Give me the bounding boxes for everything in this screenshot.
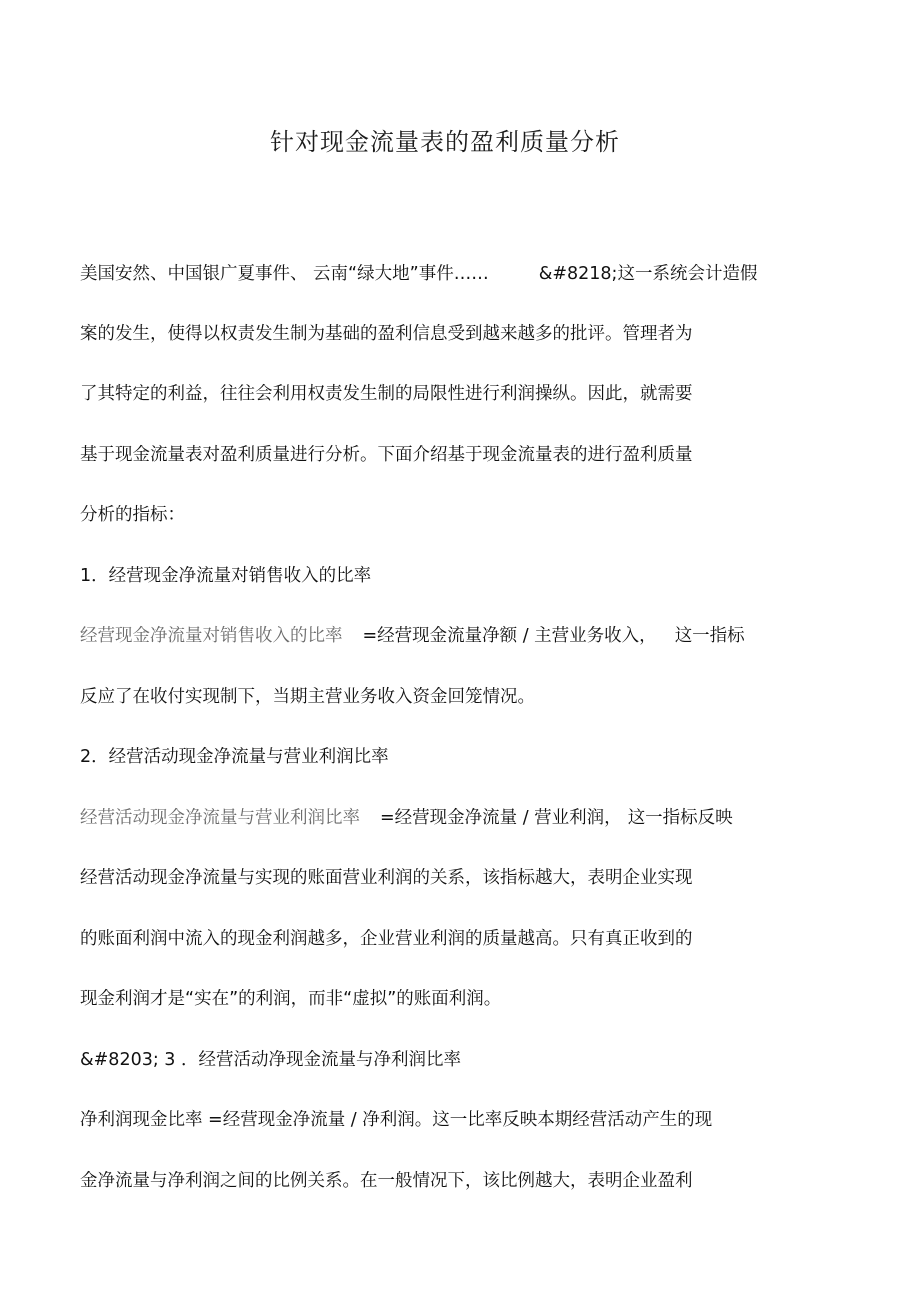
formula-line-1 bbox=[80, 624, 745, 648]
formula-line-2 bbox=[80, 806, 733, 830]
paragraph-line: 基于现金流量表对盈利质量进行分析。下面介绍基于现金流量表的进行盈利质量 bbox=[80, 445, 693, 465]
paragraph-line: 反应了在收付实现制下，当期主营业务收入资金回笼情况。 bbox=[80, 687, 535, 707]
formula-text: =经营现金净流量 / 营业利润， bbox=[380, 808, 622, 828]
paragraph-line: 金净流量与净利润之间的比例关系。在一般情况下，该比例越大，表明企业盈利 bbox=[80, 1171, 693, 1191]
line-text: 美国安然、中国银广夏事件、 云南“绿大地”事件…… bbox=[80, 264, 489, 284]
formula-text: =经营现金流量净额 / 主营业务收入， bbox=[362, 626, 657, 646]
paragraph-line: 分析的指标： bbox=[80, 505, 185, 525]
line-text: &#8218;这一系统会计造假 bbox=[538, 264, 758, 284]
page-title: 针对现金流量表的盈利质量分析 bbox=[270, 128, 620, 156]
paragraph-line: 净利润现金比率 =经营现金净流量 / 净利润。这一比率反映本期经营活动产生的现 bbox=[80, 1110, 713, 1130]
section-heading-2: 2．经营活动现金净流量与营业利润比率 bbox=[80, 747, 389, 767]
line-text: 这一指标 bbox=[674, 626, 745, 646]
line-text: 这一指标反映 bbox=[627, 808, 733, 828]
paragraph-line: 案的发生，使得以权责发生制为基础的盈利信息受到越来越多的批评。管理者为 bbox=[80, 324, 693, 344]
paragraph-line: 现金利润才是“实在”的利润，而非“虚拟”的账面利润。 bbox=[80, 989, 502, 1009]
paragraph-line: 了其特定的利益，往往会利用权责发生制的局限性进行利润操纵。因此，就需要 bbox=[80, 384, 693, 404]
formula-label: 经营活动现金净流量与营业利润比率 bbox=[80, 808, 360, 828]
paragraph-line: 的账面利润中流入的现金利润越多，企业营业利润的质量越高。只有真正收到的 bbox=[80, 929, 693, 949]
section-heading-1: 1．经营现金净流量对销售收入的比率 bbox=[80, 566, 372, 586]
formula-label: 经营现金净流量对销售收入的比率 bbox=[80, 626, 343, 646]
section-heading-3: &#8203; 3 ．经营活动净现金流量与净利润比率 bbox=[80, 1050, 461, 1070]
paragraph-line: 经营活动现金净流量与实现的账面营业利润的关系，该指标越大，表明企业实现 bbox=[80, 868, 693, 888]
paragraph-line bbox=[80, 262, 757, 286]
